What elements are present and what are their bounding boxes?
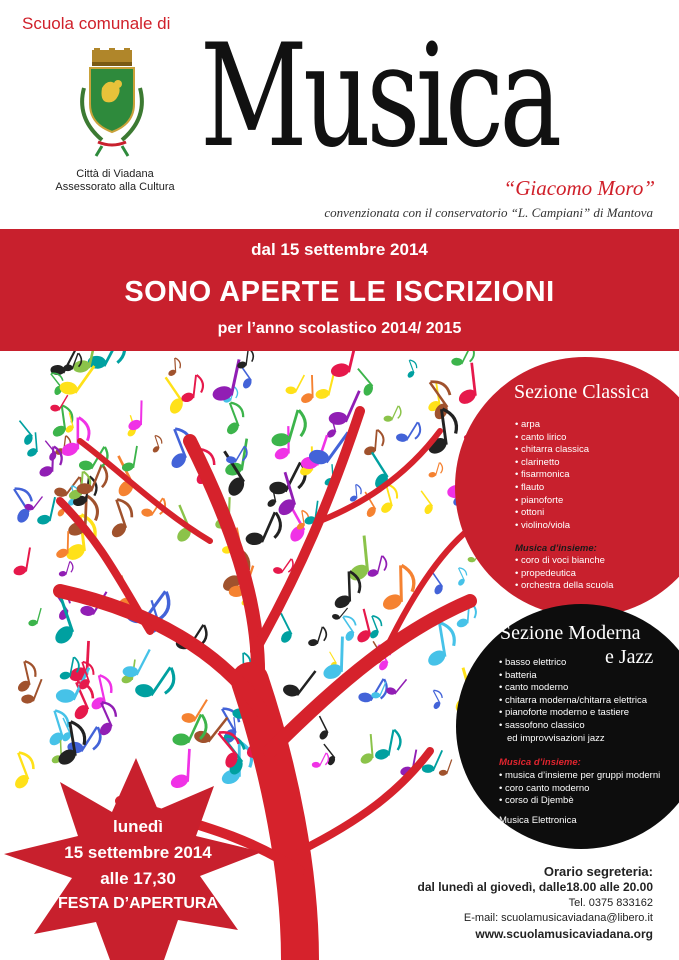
music-note-icon: [57, 559, 74, 580]
office-phone: Tel. 0375 833162: [568, 897, 653, 909]
music-note-icon: [120, 444, 139, 475]
list-item: • coro di voci bianche: [515, 555, 613, 568]
moderna-ensemble-list: [499, 770, 660, 808]
classica-ensemble-title: Musica d’insieme:: [515, 543, 597, 554]
music-note-icon: [365, 553, 388, 581]
affiliation-text: convenzionata con il conservatorio “L. Campiani” di Mantova: [324, 205, 653, 220]
music-note-icon: [38, 446, 63, 479]
page-title: Musica: [200, 14, 558, 179]
city-name: Città di Viadana: [76, 168, 154, 180]
music-note-icon: [178, 692, 209, 728]
list-item: • canto moderno: [499, 682, 647, 695]
music-note-icon: [209, 355, 243, 406]
music-note-icon: [381, 402, 403, 427]
music-note-icon: [412, 490, 437, 517]
list-item: • pianoforte: [515, 495, 589, 508]
opening-event: FESTA D’APERTURA: [58, 895, 218, 912]
opening-date: 15 settembre 2014: [64, 843, 212, 862]
list-item: • sassofono classico: [499, 720, 647, 733]
list-item: • basso elettrico: [499, 657, 647, 670]
list-item: • violino/viola: [515, 520, 589, 533]
music-note-icon: [427, 460, 444, 481]
moderna-list: [499, 657, 647, 745]
music-note-icon: [426, 688, 447, 711]
music-note-icon: [372, 727, 402, 765]
city-department: [20, 168, 210, 194]
list-item: • musica d’insieme per gruppi moderni: [499, 770, 660, 783]
office-email[interactable]: E-mail: scuolamusicaviadana@libero.it: [463, 912, 653, 924]
music-note-icon: [39, 708, 74, 749]
music-note-icon: [34, 494, 57, 528]
moderna-ensemble-title: Musica d’insieme:: [499, 757, 581, 768]
banner-date: dal 15 settembre 2014: [251, 240, 428, 259]
music-note-icon: [179, 373, 204, 405]
list-item: • orchestra della scuola: [515, 580, 613, 593]
list-item: • batteria: [499, 670, 647, 683]
music-note-icon: [282, 370, 305, 399]
list-item: • propedeutica: [515, 568, 613, 581]
classica-title: Sezione Classica: [514, 381, 649, 403]
music-note-icon: [241, 505, 285, 556]
music-note-icon: [453, 362, 479, 407]
music-note-icon: [402, 358, 420, 379]
list-item: • fisarmonica: [515, 469, 589, 482]
music-note-icon: [306, 624, 329, 651]
moderna-title-line1: Sezione Moderna: [500, 622, 641, 644]
music-note-icon: [100, 496, 138, 541]
music-note-icon: [332, 571, 361, 611]
banner-headline: SONO APERTE LE ISCRIZIONI: [124, 276, 555, 308]
school-name: “Giacomo Moro”: [503, 176, 655, 200]
list-item: • ottoni: [515, 507, 589, 520]
moderna-extra: Musica Elettronica: [499, 815, 577, 826]
music-note-icon: [10, 420, 37, 449]
music-note-icon: [216, 400, 249, 438]
music-note-icon: [310, 715, 332, 742]
music-note-icon: [349, 608, 374, 646]
list-item: • chitarra classica: [515, 444, 589, 457]
music-note-icon: [451, 566, 470, 588]
list-item: • coro canto moderno: [499, 783, 660, 796]
music-note-icon: [278, 660, 317, 703]
music-note-icon: [127, 400, 144, 432]
music-note-icon: [11, 545, 32, 579]
list-item: • arpa: [515, 419, 589, 432]
music-note-icon: [310, 749, 332, 773]
music-note-icon: [166, 358, 181, 378]
office-title: Orario segreteria:: [543, 864, 653, 879]
music-note-icon: [358, 451, 394, 493]
list-item: • chitarra moderna/chitarra elettrica: [499, 695, 647, 708]
music-note-icon: [130, 656, 181, 710]
list-item: • pianoforte moderno e tastiere: [499, 707, 647, 720]
list-item: • clarinetto: [515, 457, 589, 470]
list-item: • flauto: [515, 482, 589, 495]
office-hours: dal lunedì al giovedì, dalle18.00 alle 20.00: [417, 880, 653, 894]
music-note-icon: [393, 416, 424, 450]
opening-time: alle 17,30: [100, 869, 176, 888]
classica-list: [515, 419, 589, 532]
list-item: • canto lirico: [515, 432, 589, 445]
opening-day: lunedì: [112, 817, 164, 836]
music-note-icon: [437, 757, 453, 779]
school-label: Scuola comunale di: [22, 14, 171, 33]
moderna-title-line2: e Jazz: [605, 646, 654, 668]
music-note-icon: [348, 367, 378, 399]
banner-year: per l’anno scolastico 2014/ 2015: [217, 320, 462, 337]
music-note-icon: [26, 606, 42, 629]
music-note-icon: [357, 734, 375, 766]
department-name: Assessorato alla Cultura: [55, 181, 175, 193]
music-note-icon: [11, 659, 40, 694]
music-note-icon: [41, 596, 79, 649]
list-item: • corso di Djembè: [499, 795, 660, 808]
coat-of-arms-icon: [72, 48, 152, 160]
music-note-icon: [148, 434, 165, 454]
classica-ensemble-list: [515, 555, 613, 593]
list-item-continuation: ed improvvisazioni jazz: [507, 732, 605, 744]
office-website[interactable]: www.scuolamusicaviadana.org: [475, 927, 653, 941]
